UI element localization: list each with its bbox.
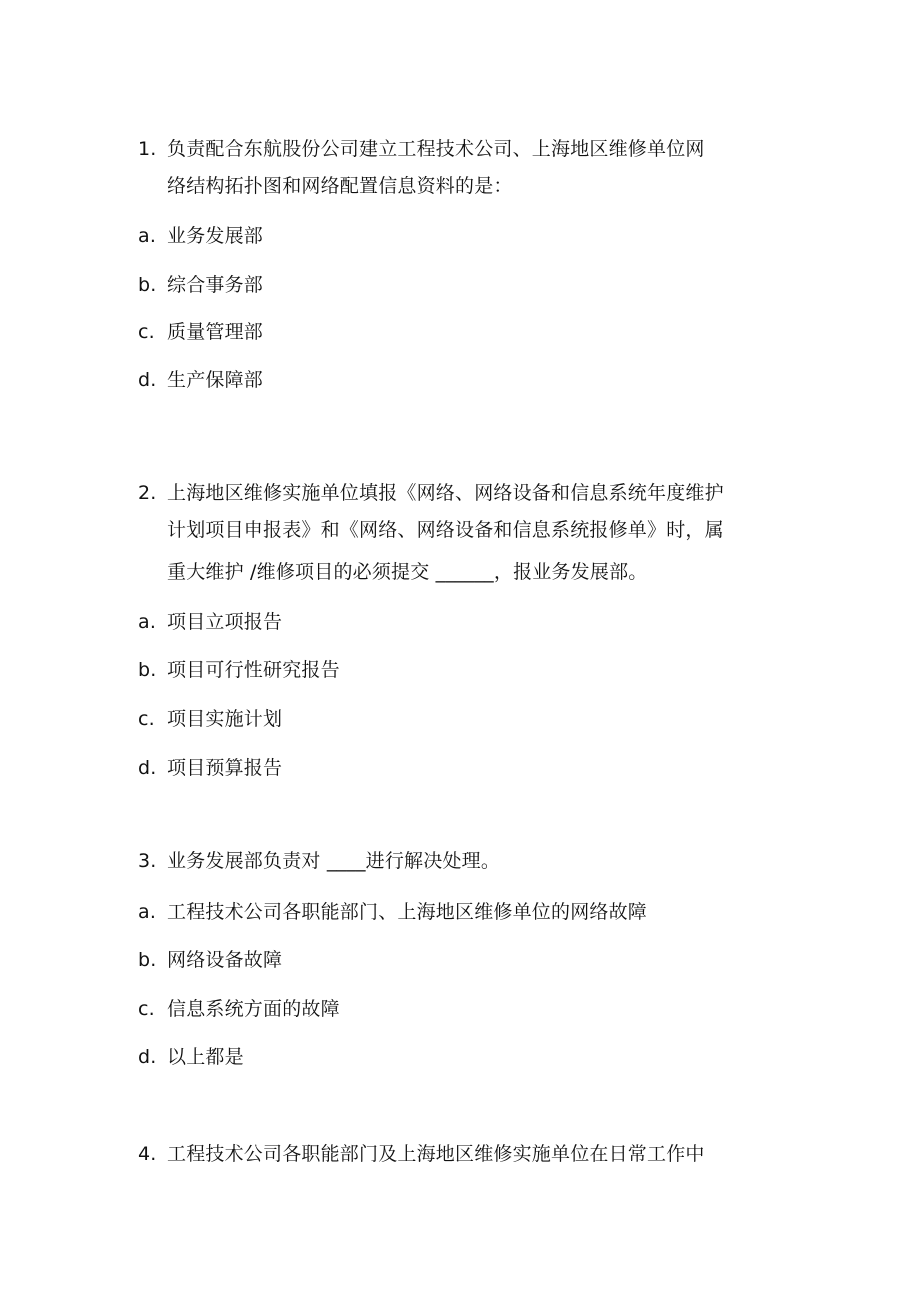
question-number: 1. [138,138,157,160]
option-text: 工程技术公司各职能部门、上海地区维修单位的网络故障 [167,901,648,923]
option-letter: b. [138,659,157,681]
question-text-line: 负责配合东航股份公司建立工程技术公司、上海地区维修单位网 [167,138,705,160]
question-text-line: 络结构拓扑图和网络配置信息资料的是： [167,175,513,197]
question-text-line: 工程技术公司各职能部门及上海地区维修实施单位在日常工作中 [167,1143,705,1165]
option-text: 项目实施计划 [167,708,283,730]
option-text: 项目立项报告 [167,611,283,633]
option-letter: a. [138,611,157,633]
option-letter: c. [138,708,155,730]
option-letter: d. [138,757,157,779]
option-letter: b. [138,274,157,296]
option-text: 网络设备故障 [167,949,283,971]
question-text-line: 重大维护 /维修项目的必须提交 ______，报业务发展部。 [167,561,648,583]
option-letter: c. [138,998,155,1020]
option-text: 项目可行性研究报告 [167,659,340,681]
question-number: 4. [138,1143,157,1165]
option-text: 生产保障部 [167,369,264,391]
question-text-line: 业务发展部负责对 ____进行解决处理。 [167,850,501,872]
option-letter: d. [138,369,157,391]
option-letter: a. [138,225,157,247]
option-text: 信息系统方面的故障 [167,998,340,1020]
question-number: 3. [138,850,157,872]
option-text: 质量管理部 [167,321,264,343]
option-text: 项目预算报告 [167,757,283,779]
option-letter: c. [138,321,155,343]
option-letter: b. [138,949,157,971]
option-text: 业务发展部 [167,225,264,247]
option-text: 以上都是 [167,1046,244,1068]
option-letter: a. [138,901,157,923]
question-number: 2. [138,482,157,504]
option-letter: d. [138,1046,157,1068]
question-text-line: 上海地区维修实施单位填报《网络、网络设备和信息系统年度维护 [167,482,724,504]
option-text: 综合事务部 [167,274,264,296]
question-text-line: 计划项目申报表》和《网络、网络设备和信息系统报修单》时，属 [167,519,724,541]
